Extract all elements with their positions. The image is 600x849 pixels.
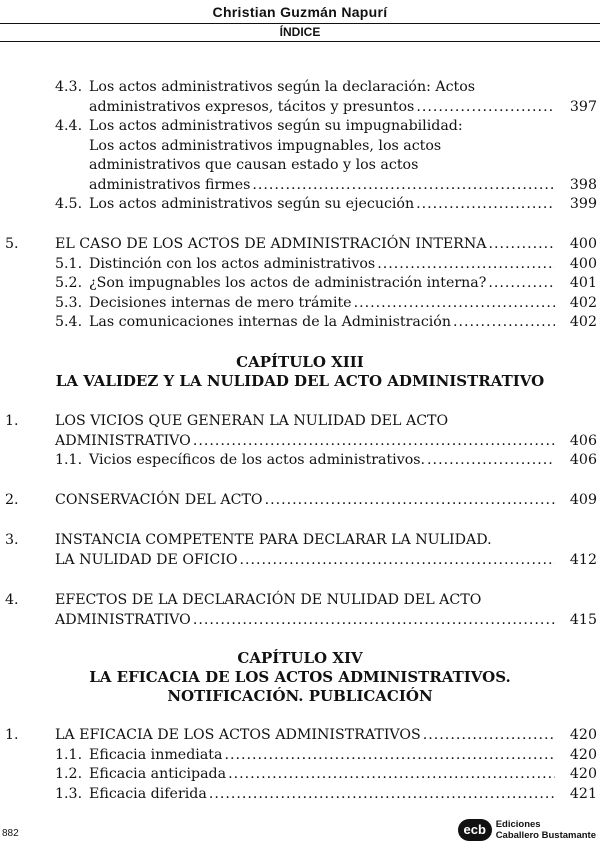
toc-entry-xiv-1-3[interactable]	[0, 785, 600, 805]
page-ref: 421	[569, 785, 597, 802]
page-ref: 402	[569, 294, 597, 311]
entry-number: 4.	[5, 592, 19, 608]
toc-entry-xiii-2[interactable]	[0, 491, 600, 531]
entry-text: Decisiones internas de mero trámite	[89, 294, 352, 311]
toc-entry-xiii-1[interactable]	[0, 412, 600, 451]
dot-leader	[193, 432, 555, 452]
toc-entry-xiv-1[interactable]	[0, 726, 600, 746]
page-ref: 400	[569, 255, 597, 272]
entry-text: Distinción con los actos administrativos	[89, 255, 376, 272]
dot-leader	[265, 491, 555, 511]
page-ref: 402	[569, 314, 597, 330]
entry-text: INSTANCIA COMPETENTE PARA DECLARAR LA NULIDAD.	[55, 532, 492, 548]
dot-leader	[209, 785, 555, 805]
dot-leader	[224, 746, 555, 766]
page-ref: 406	[569, 432, 597, 449]
chapter-title: LA EFICACIA DE LOS ACTOS ADMINISTRATIVOS.	[89, 668, 511, 686]
entry-number: 5.	[5, 236, 19, 252]
entry-text: Los actos administrativos según su ejecución	[89, 196, 415, 212]
page-ref: 420	[569, 746, 597, 763]
dot-leader	[489, 235, 555, 255]
section-title: ÍNDICE	[279, 25, 321, 39]
page-ref: 415	[569, 611, 597, 628]
entry-number: 2.	[5, 492, 19, 508]
entry-text: Eficacia anticipada	[89, 766, 227, 782]
entry-number: 5.1.	[55, 255, 83, 272]
toc-entry-4-4[interactable]	[0, 117, 600, 195]
dot-leader	[488, 274, 555, 294]
entry-number: 5.2.	[55, 275, 83, 291]
entry-number: 4.5.	[55, 196, 83, 212]
entry-number: 5.3.	[55, 294, 83, 311]
toc-entry-4-5[interactable]	[0, 195, 600, 235]
page-ref: 400	[569, 236, 597, 252]
dot-leader	[228, 765, 555, 785]
header-rule-top	[0, 23, 600, 24]
entry-number: 4.3.	[55, 79, 83, 95]
entry-text: Las comunicaciones internas de la Administración	[89, 314, 451, 330]
page-ref: 412	[569, 551, 597, 568]
publisher-line-2: Caballero Bustamante	[495, 830, 596, 841]
page-ref: 399	[569, 196, 597, 212]
entry-text: LA EFICACIA DE LOS ACTOS ADMINISTRATIVOS	[55, 727, 421, 743]
page-number: 882	[2, 828, 19, 839]
entry-text: Los actos administrativos según su impugnabilidad:	[89, 118, 463, 134]
toc-entry-5-1[interactable]	[0, 255, 600, 275]
toc-entry-5[interactable]	[0, 235, 600, 255]
dot-leader	[240, 551, 556, 571]
toc-entry-xiv-1-2[interactable]	[0, 765, 600, 785]
dot-leader	[193, 611, 555, 631]
page-ref: 420	[569, 727, 597, 743]
entry-text: EL CASO DE LOS ACTOS DE ADMINISTRACIÓN INTERNA	[55, 236, 487, 252]
entry-text: LA NULIDAD DE OFICIO	[55, 551, 238, 568]
chapter-heading-xiv	[0, 649, 600, 706]
page-ref: 409	[569, 492, 597, 508]
chapter-heading-xiii	[0, 353, 600, 391]
entry-text: Los actos administrativos según la declaración: Actos	[89, 79, 476, 95]
page-ref: 397	[569, 98, 597, 115]
dot-leader	[377, 255, 555, 275]
chapter-label: CAPÍTULO XIV	[237, 649, 363, 667]
page-ref: 398	[569, 176, 597, 193]
entry-number: 1.3.	[55, 785, 83, 802]
entry-text: EFECTOS DE LA DECLARACIÓN DE NULIDAD DEL ACTO	[55, 592, 482, 608]
dot-leader	[416, 195, 555, 215]
page-ref: 401	[569, 275, 597, 291]
entry-text: Vicios específicos de los actos administrativos.	[89, 452, 426, 468]
ecb-logo-icon: ecb	[458, 819, 492, 841]
dot-leader	[453, 313, 555, 333]
toc-entry-4-3[interactable]	[0, 78, 600, 117]
entry-number: 1.1.	[55, 746, 83, 763]
entry-number: 4.4.	[55, 118, 83, 134]
entry-text: administrativos que causan estado y los actos	[89, 157, 419, 173]
entry-text: administrativos expresos, tácitos y presuntos	[89, 98, 415, 115]
publisher-logo	[458, 819, 596, 841]
entry-number: 3.	[5, 532, 19, 548]
entry-text: ADMINISTRATIVO	[55, 432, 191, 449]
toc-entry-5-3[interactable]	[0, 294, 600, 314]
entry-number: 1.	[5, 727, 19, 743]
publisher-name	[496, 819, 596, 841]
header-rule-bottom	[0, 41, 600, 42]
entry-text: CONSERVACIÓN DEL ACTO	[55, 492, 263, 508]
dot-leader	[427, 451, 555, 471]
dot-leader	[354, 294, 555, 314]
dot-leader	[252, 176, 555, 196]
chapter-subtitle: NOTIFICACIÓN. PUBLICACIÓN	[167, 687, 433, 705]
entry-text: Los actos administrativos impugnables, los actos	[89, 137, 442, 154]
publisher-line-1: Ediciones	[495, 819, 541, 830]
dot-leader	[423, 726, 555, 746]
page-ref: 406	[569, 452, 597, 468]
entry-number: 1.	[5, 413, 19, 429]
entry-text: administrativos firmes	[89, 176, 251, 193]
page-ref: 420	[569, 766, 597, 782]
chapter-label: CAPÍTULO XIII	[236, 353, 364, 371]
entry-text: Eficacia inmediata	[89, 746, 223, 763]
entry-text: LOS VICIOS QUE GENERAN LA NULIDAD DEL ACTO	[55, 413, 449, 429]
entry-number: 1.2.	[55, 766, 83, 782]
entry-number: 5.4.	[55, 314, 83, 330]
dot-leader	[416, 98, 555, 118]
toc-entry-xiii-4[interactable]	[0, 591, 600, 649]
page-header	[0, 0, 600, 20]
table-of-contents	[0, 78, 600, 804]
toc-entry-5-4[interactable]	[0, 313, 600, 353]
entry-text: Eficacia diferida	[89, 785, 207, 802]
toc-entry-xiii-3[interactable]	[0, 531, 600, 591]
chapter-title: LA VALIDEZ Y LA NULIDAD DEL ACTO ADMINISTRATIVO	[55, 372, 545, 390]
toc-entry-5-2[interactable]	[0, 274, 600, 294]
entry-text: ADMINISTRATIVO	[55, 611, 191, 628]
entry-text: ¿Son impugnables los actos de administración interna?	[89, 275, 487, 291]
running-author: Christian Guzmán Napurí	[212, 4, 388, 20]
toc-entry-xiv-1-1[interactable]	[0, 746, 600, 766]
entry-number: 1.1.	[55, 452, 83, 468]
toc-entry-xiii-1-1[interactable]	[0, 451, 600, 491]
